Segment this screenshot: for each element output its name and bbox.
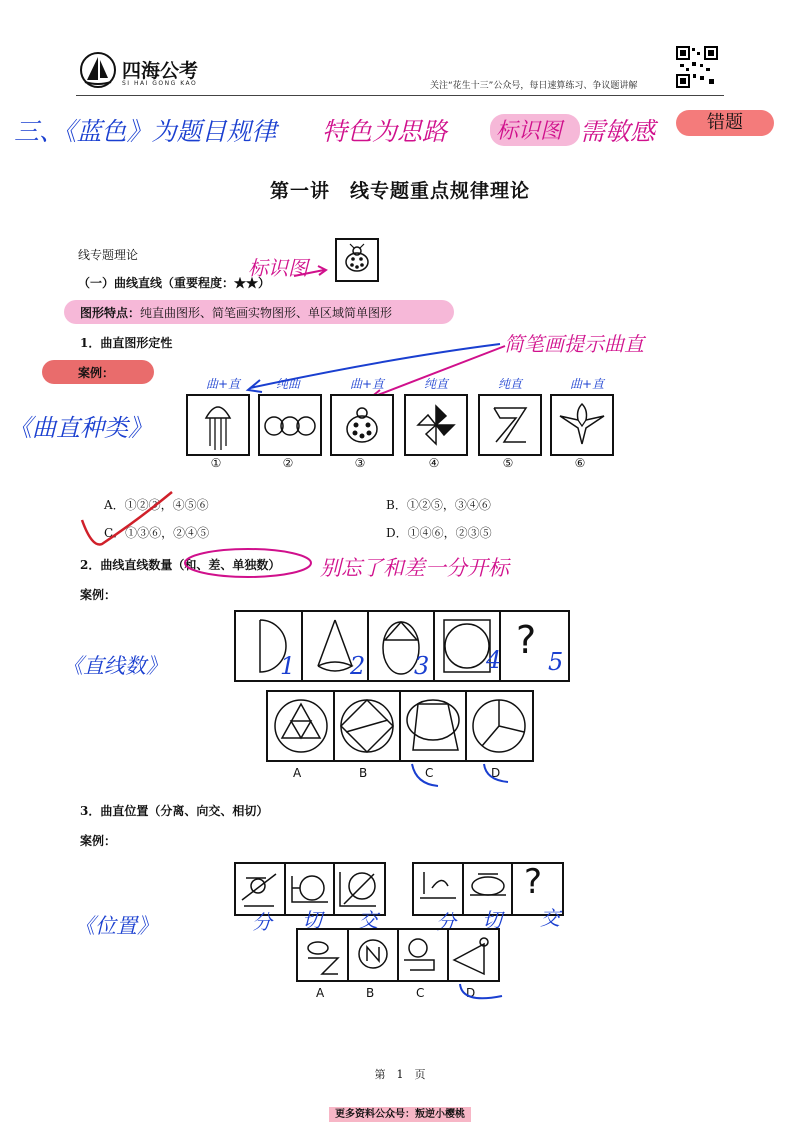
q2-answer-c[interactable]: C (425, 766, 434, 780)
q3-answer-b[interactable]: B (366, 986, 375, 1000)
qr-code-icon (676, 46, 718, 88)
q3-rel: 切 (302, 908, 322, 932)
q3-heading: 3．曲直位置（分离、向交、相切） (80, 804, 269, 818)
q1-annot-left: 《曲直种类》 (8, 414, 152, 442)
wrong-question-badge-label: 错题 (707, 112, 743, 133)
features-label: 图形特点： (80, 306, 141, 320)
q3-answer-row (296, 928, 500, 982)
fig-num: ③ (354, 456, 366, 470)
q2-case-label: 案例： (80, 588, 117, 602)
features-line (80, 304, 392, 321)
q3-rel: 分 (436, 910, 456, 934)
q2-circle-annot (182, 546, 314, 580)
q2-count: 4 (486, 646, 502, 674)
q2-answer-a[interactable]: A (293, 766, 302, 780)
q3-answer-figures (298, 930, 498, 980)
q2-count: 1 (280, 652, 296, 680)
q2-annot: 别忘了和差一分开标 (320, 556, 509, 580)
annot-top-quoted: 标识图 (496, 119, 563, 144)
q2-count: 5 (548, 648, 564, 676)
q1-figure-1 (186, 394, 250, 456)
fig-num: ⑤ (502, 456, 514, 470)
jellyfish-icon (188, 396, 248, 454)
q1-figure-4 (404, 394, 468, 456)
q2-heading-main: 2．曲线直线数量 (80, 558, 173, 572)
q3-annot-left: 《位置》 (74, 914, 158, 938)
fig-tag: 曲+直 (570, 377, 605, 391)
q2-answer-marks (408, 760, 548, 790)
q2-count: 3 (414, 652, 430, 680)
q3-case-label: 案例： (80, 834, 117, 848)
q3-rel: 分 (252, 910, 272, 934)
q2-count: 2 (350, 652, 366, 680)
ladybug-icon-box (335, 238, 379, 282)
page-title: 第一讲 线专题重点规律理论 (269, 180, 530, 202)
q3-rel: 交 (358, 908, 378, 932)
logo-text: 四海公考 (122, 60, 199, 82)
features-text: 纯直曲图形、简笔画实物图形、单区域简单图形 (140, 306, 393, 320)
footer-text: 更多资料公众号：叛逆小樱桃 (329, 1107, 471, 1122)
qr-code (676, 46, 718, 88)
annot-top-after: 需敏感 (580, 117, 656, 146)
fig-num: ④ (428, 456, 440, 470)
bird-icon (552, 396, 612, 454)
q2-question-mark: ? (516, 618, 537, 662)
ladybug-figure-icon (332, 396, 392, 454)
annot-arrow-to-ladybug (292, 262, 332, 282)
annot-top-mid: 特色为思路 (322, 117, 448, 146)
q3-rel: 交 (540, 906, 560, 930)
q2-answer-figures (268, 692, 532, 760)
q2-annot-left: 《直线数》 (62, 654, 167, 678)
sub1-heading: （一）曲线直线（重要程度：★★） (78, 276, 271, 290)
q1-option-b[interactable]: B．①②⑤，③④⑥ (386, 498, 491, 512)
q1-figure-6 (550, 394, 614, 456)
q3-answer-d[interactable]: D (466, 986, 476, 1000)
wrong-question-badge (676, 110, 774, 136)
footer-bar (0, 1102, 800, 1121)
q2-heading-paren: （和、差、单独数） (172, 558, 281, 572)
fig-tag: 纯曲 (276, 377, 301, 391)
q3-answer-c[interactable]: C (416, 986, 425, 1000)
q1-case-label: 案例： (78, 366, 115, 380)
answer-check-mark (78, 490, 178, 550)
q1-option-c[interactable]: C．①③⑥，②④⑤ (104, 526, 210, 540)
z-shape-icon (480, 396, 540, 454)
fig-num: ⑥ (574, 456, 586, 470)
q1-annot-right: 简笔画提示曲直 (504, 332, 644, 356)
fig-num: ① (210, 456, 222, 470)
q1-heading: 1．曲直图形定性 (80, 336, 173, 350)
q1-fig-tags (186, 375, 626, 393)
section-label: 线专题理论 (78, 248, 139, 262)
fig-tag: 纯直 (498, 377, 523, 391)
q2-answer-b[interactable]: B (359, 766, 368, 780)
q2-answer-row (266, 690, 534, 762)
q2-answer-d[interactable]: D (491, 766, 501, 780)
logo-subtitle: SI HAI GONG KAO (122, 80, 198, 87)
q3-rel: 切 (482, 908, 502, 932)
header-note: 关注“花生十三”公众号，每日速算练习、争议题讲解 (430, 81, 638, 91)
fig-tag: 曲+直 (350, 377, 385, 391)
header-logo (80, 52, 270, 92)
ladybug-icon (337, 240, 377, 280)
q1-option-a[interactable]: A．①②③，④⑤⑥ (104, 498, 209, 512)
q1-option-d[interactable]: D．①④⑥，②③⑤ (386, 526, 492, 540)
sailboat-logo-icon (80, 52, 116, 88)
olympic-rings-icon (260, 396, 320, 454)
sub1-annot: 标识图 (248, 256, 308, 280)
fig-num: ② (282, 456, 294, 470)
q3-answer-mark (456, 980, 506, 1010)
q1-figure-5 (478, 394, 542, 456)
q1-figure-2 (258, 394, 322, 456)
page-number: 第 1 页 (374, 1068, 426, 1081)
q3-answer-a[interactable]: A (316, 986, 325, 1000)
fig-tag: 纯直 (424, 377, 449, 391)
q1-figure-3 (330, 394, 394, 456)
header-rule (76, 95, 724, 96)
pinwheel-icon (406, 396, 466, 454)
annot-top-left: 三、《蓝色》为题目规律 (14, 117, 277, 146)
q3-question-mark: ? (524, 862, 543, 902)
fig-tag: 曲+直 (206, 377, 241, 391)
